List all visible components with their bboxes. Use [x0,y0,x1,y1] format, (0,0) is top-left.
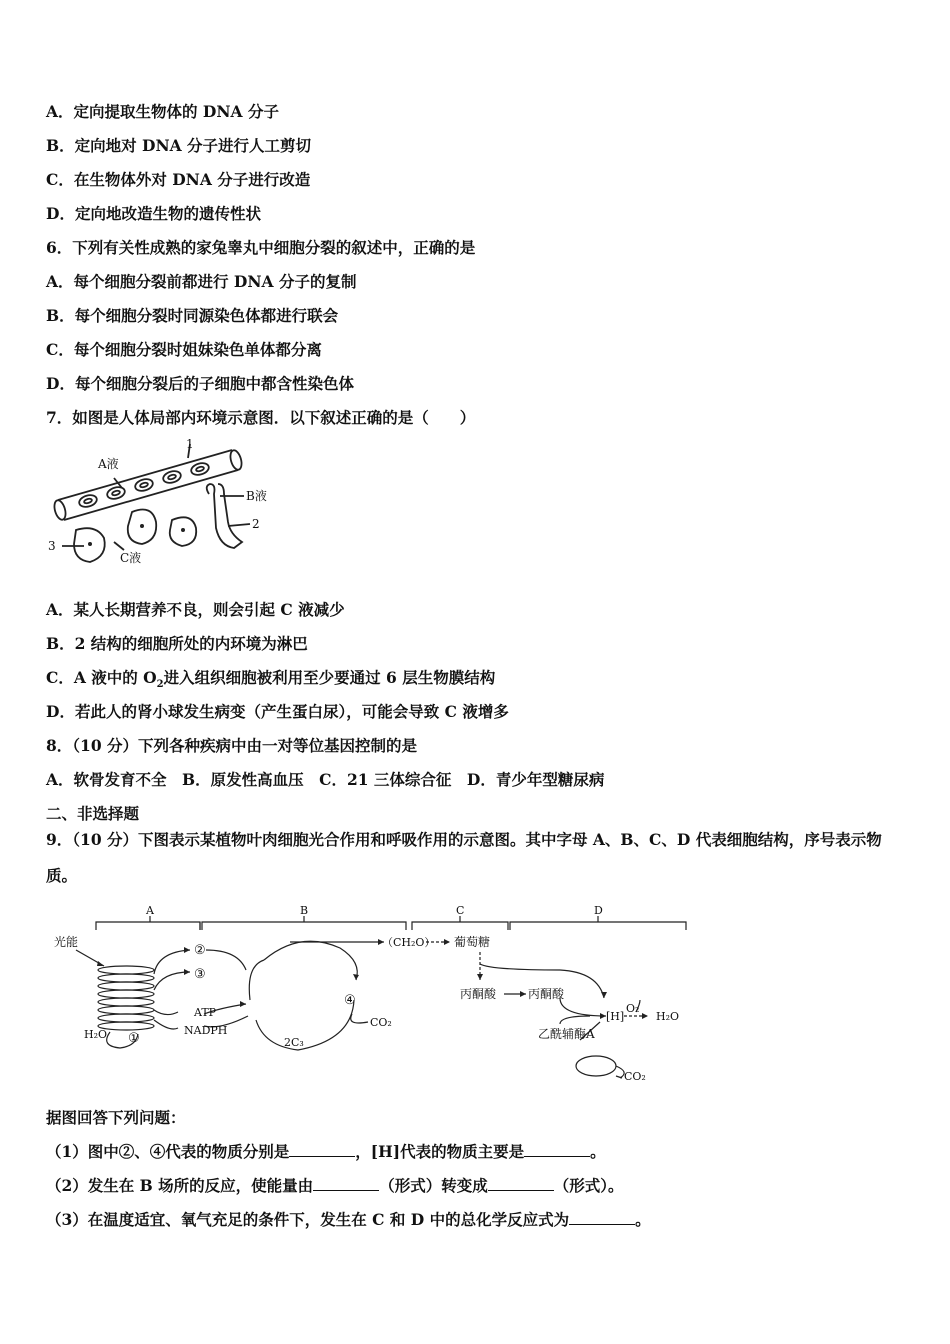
q7-option-d: D．若此人的肾小球发生病变（产生蛋白尿），可能会导致 C 液增多 [46,702,509,721]
label-2: 2 [252,517,260,531]
q9-photosynthesis-respiration-figure [50,900,690,1090]
h-label: [H] [606,1010,625,1023]
nadph-label: NADPH [184,1024,228,1037]
co2-d-label: CO₂ [624,1070,646,1083]
ch2o-label: （CH₂O） [382,936,436,949]
q9-subquestion-2: （2）发生在 B 场所的反应，使能量由 （形式）转变成 （形式）。 [46,1176,624,1195]
q6-option-b: B．每个细胞分裂时同源染色体都进行联会 [46,306,339,325]
answer-blank[interactable] [488,1176,554,1191]
q9-stem-line2: 质。 [46,866,78,885]
section-c-label: C [456,904,465,917]
label-a-fluid: A液 [98,457,119,471]
q9-subquestion-1: （1）图中②、④代表的物质分别是 ，[H]代表的物质主要是 。 [46,1142,606,1161]
q7-option-c: C．A 液中的 $O_2$进入组织细胞被利用至少要通过 6 层生物膜结构 [46,668,496,691]
q9-subquestion-3: （3）在温度适宜、氧气充足的条件下，发生在 C 和 D 中的总化学反应式为 。 [46,1210,651,1229]
q5-option-c: C．在生物体外对 DNA 分子进行改造 [46,170,311,189]
q8-stem: 8．（10 分）下列各种疾病中由一对等位基因控制的是 [46,736,418,755]
label-1: 1 [186,438,194,451]
q8-options: A．软骨发育不全 B．原发性高血压 C．21 三体综合征 D．青少年型糖尿病 [46,770,605,789]
section-b-label: B [300,904,309,917]
answer-blank[interactable] [524,1142,590,1157]
substance-4-label: ④ [344,993,356,1008]
pyruvate-2-label: 丙酮酸 [528,987,565,1001]
q5-option-d: D．定向地改造生物的遗传性状 [46,204,261,223]
c3-label: 2C₃ [284,1036,304,1049]
q5-option-b: B．定向地对 DNA 分子进行人工剪切 [46,136,312,155]
substance-1-label: ① [128,1031,140,1046]
answer-blank[interactable] [313,1176,379,1191]
answer-blank[interactable] [569,1210,635,1225]
substance-3-label: ③ [194,967,206,982]
q7-internal-environment-figure [44,438,284,568]
h2o-left-label: H₂O [84,1028,108,1041]
section-heading: 二、非选择题 [46,804,140,823]
section-a-label: A [146,904,154,917]
o2-label: O₂ [626,1002,640,1015]
label-b-fluid: B液 [246,489,267,503]
pyruvate-1-label: 丙酮酸 [460,987,497,1001]
co2-b-label: CO₂ [370,1016,392,1029]
substance-2-label: ② [194,943,206,958]
q9-stem-line1: 9．（10 分）下图表示某植物叶肉细胞光合作用和呼吸作用的示意图。其中字母 A、B、C、D 代表细胞结构，序号表示物 [46,830,882,849]
q6-stem: 6．下列有关性成熟的家兔睾丸中细胞分裂的叙述中，正确的是 [46,238,476,257]
glucose-label: 葡萄糖 [454,935,491,949]
q5-option-a: A．定向提取生物体的 DNA 分子 [46,102,279,121]
label-c-fluid: C液 [120,551,142,565]
q7-stem: 7．如图是人体局部内环境示意图．以下叙述正确的是（ ） [46,408,476,427]
answer-blank[interactable] [289,1142,355,1157]
h2o-right-label: H₂O [656,1010,680,1023]
acetyl-coa-label: 乙酰辅酶A [538,1027,595,1041]
q6-option-c: C．每个细胞分裂时姐妹染色单体都分离 [46,340,322,359]
q6-option-a: A．每个细胞分裂前都进行 DNA 分子的复制 [46,272,357,291]
atp-label: ATP [194,1006,217,1019]
label-3: 3 [48,539,56,553]
q6-option-d: D．每个细胞分裂后的子细胞中都含性染色体 [46,374,354,393]
q9-lead: 据图回答下列问题： [46,1108,186,1127]
q7-option-a: A．某人长期营养不良，则会引起 C 液减少 [46,600,345,619]
section-d-label: D [594,904,603,917]
light-energy-label: 光能 [54,935,79,949]
q7-option-b: B．2 结构的细胞所处的内环境为淋巴 [46,634,308,653]
